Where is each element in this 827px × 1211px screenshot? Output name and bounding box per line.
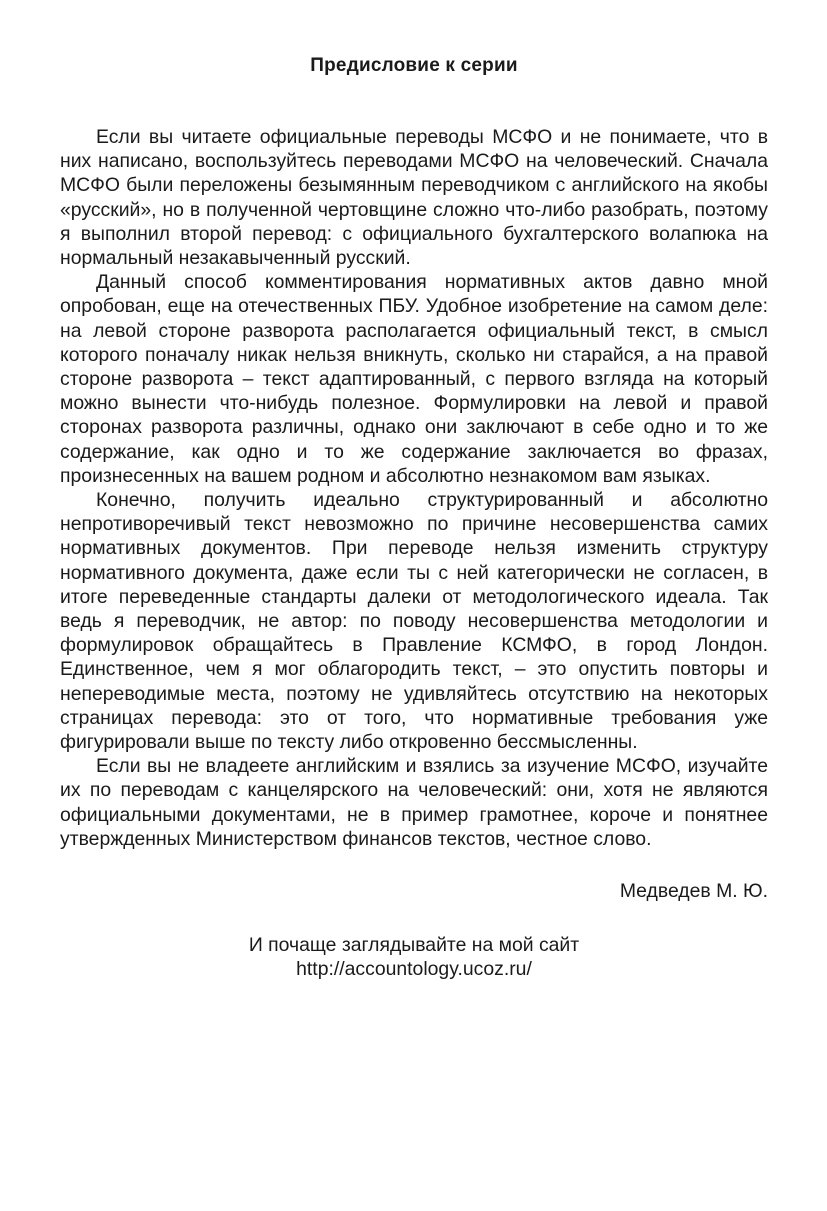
page-title: Предисловие к серии xyxy=(310,55,518,76)
paragraph-4: Если вы не владеете английским и взялись за изучение МСФО, изучайте их по переводам с канцелярского на человеческий: они, хотя не являются официальными документами, не в пример грамотнее, короче и понятнее утвержденных Министерством финансов текстов, честное слово. xyxy=(60,755,768,850)
author-signature: Медведев М. Ю. xyxy=(619,880,768,903)
paragraph-2: Данный способ комментирования нормативных актов давно мной опробован, еще на отечественных ПБУ. Удобное изобретение на самом деле: на левой стороне разворота располагается официальный текст, в смысл которого поначалу никак нельзя вникнуть, сколько ни старайся, а на правой стороне разворота – текст адаптированный, с первого взгляда на который можно вынести что-нибудь полезное. Формулировки на левой и правой сторонах разворота различны, однако они заключают в себе одно и то же содержание, как одно и то же содержание заключается во фразах, произнесенных на вашем родном и абсолютно незнакомом вам языках. xyxy=(60,271,768,487)
footer-note xyxy=(60,933,768,981)
document-page xyxy=(60,55,768,981)
footer-invitation: И почаще заглядывайте на мой сайт xyxy=(248,934,580,957)
paragraph-3: Конечно, получить идеально структурированный и абсолютно непротиворечивый текст невозможно по причине несовершенства самих нормативных документов. При переводе нельзя изменить структуру нормативного документа, даже если ты с ней категорически не согласен, в итоге переведенные стандарты далеки от методологического идеала. Так ведь я переводчик, не автор: по поводу несовершенства методологии и формулировок обращайтесь в Правление КСМФО, в город Лондон. Единственное, чем я мог облагородить текст, – это опустить повторы и непереводимые места, поэтому не удивляйтесь отсутствию на некоторых страницах перевода: это от того, что нормативные требования уже фигурировали выше по тексту либо откровенно бессмысленны. xyxy=(60,489,768,754)
website-url: http://accountology.ucoz.ru/ xyxy=(296,958,532,981)
paragraph-1: Если вы читаете официальные переводы МСФО и не понимаете, что в них написано, воспользуйтесь переводами МСФО на человеческий. Сначала МСФО были переложены безымянным переводчиком с английского на якобы «русский», но в полученной чертовщине сложно что-либо разобрать, поэтому я выполнил второй перевод: с официального бухгалтерского волапюка на нормальный незакавыченный русский. xyxy=(60,126,768,270)
